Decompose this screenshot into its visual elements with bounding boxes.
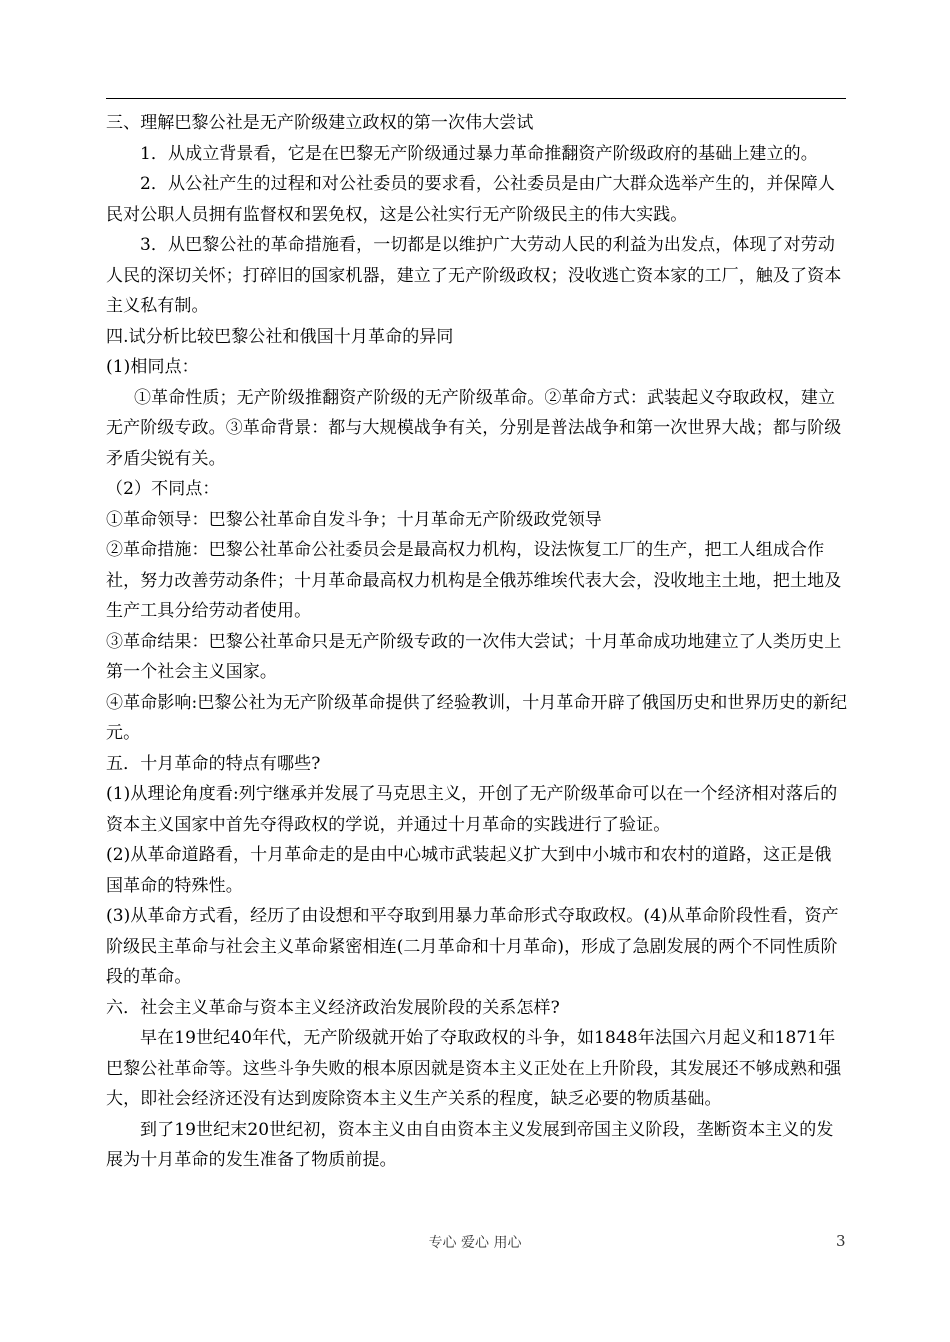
subheading: （2）不同点： <box>106 479 220 499</box>
section-heading-3: 三、理解巴黎公社是无产阶级建立政权的第一次伟大尝试 <box>106 113 534 133</box>
paragraph: 2．从公社产生的过程和对公社委员的要求看，公社委员是由广大群众选举产生的，并保障人民对公职人员拥有监督权和罢免权，这是公社实行无产阶级民主的伟大实践。 <box>106 174 835 225</box>
paragraph: 1．从成立背景看，它是在巴黎无产阶级通过暴力革命推翻资产阶级政府的基础上建立的。 <box>140 143 818 164</box>
page-number: 3 <box>836 1232 846 1250</box>
paragraph: 早在19世纪40年代，无产阶级就开始了夺取政权的斗争，如1848年法国六月起义和1871年巴黎公社革命等。这些斗争失败的根本原因就是资本主义正处在上升阶段，其发展还不够成熟和强大，即社会经济还没有达到废除资本主义生产关系的程度，缺乏必要的物质基础。 <box>106 1028 842 1109</box>
section-heading-6: 六．社会主义革命与资本主义经济政治发展阶段的关系怎样? <box>106 997 560 1018</box>
list-item: (3)从革命方式看，经历了由设想和平夺取到用暴力革命形式夺取政权。(4)从革命阶段性看，资产阶级民主革命与社会主义革命紧密相连(二月革命和十月革命)，形成了急剧发展的两个不同性质阶段的革命。 <box>106 906 839 987</box>
header-rule <box>106 98 846 99</box>
list-item: (1)从理论角度看:列宁继承并发展了马克思主义，开创了无产阶级革命可以在一个经济相对落后的资本主义国家中首先夺得政权的学说，并通过十月革命的实践进行了验证。 <box>106 784 838 835</box>
paragraph: 3．从巴黎公社的革命措施看，一切都是以维护广大劳动人民的利益为出发点，体现了对劳动人民的深切关怀；打碎旧的国家机器，建立了无产阶级政权；没收逃亡资本家的工厂，触及了资本主义私有制。 <box>106 235 842 316</box>
paragraph: 到了19世纪末20世纪初，资本主义由自由资本主义发展到帝国主义阶段，垄断资本主义的发展为十月革命的发生准备了物质前提。 <box>106 1119 834 1170</box>
list-item: (2)从革命道路看，十月革命走的是由中心城市武装起义扩大到中小城市和农村的道路，这正是俄国革命的特殊性。 <box>106 845 832 896</box>
list-item: ②革命措施：巴黎公社革命公社委员会是最高权力机构，设法恢复工厂的生产，把工人组成合作社，努力改善劳动条件；十月革命最高权力机构是全俄苏维埃代表大会，没收地主土地，把土地及生产工具分给劳动者使用。 <box>106 540 842 621</box>
subheading: (1)相同点： <box>106 357 199 377</box>
section-heading-5: 五．十月革命的特点有哪些? <box>106 753 321 774</box>
list-item: ①革命领导：巴黎公社革命自发斗争；十月革命无产阶级政党领导 <box>106 509 602 530</box>
list-item: ③革命结果：巴黎公社革命只是无产阶级专政的一次伟大尝试；十月革命成功地建立了人类历史上第一个社会主义国家。 <box>106 631 842 682</box>
footer-text: 专心 爱心 用心 <box>428 1235 522 1251</box>
document-body <box>106 108 848 1176</box>
paragraph: ①革命性质；无产阶级推翻资产阶级的无产阶级革命。②革命方式：武装起义夺取政权，建立无产阶级专政。③革命背景：都与大规模战争有关，分别是普法战争和第一次世界大战；都与阶级矛盾尖锐有关。 <box>106 387 842 469</box>
list-item: ④革命影响:巴黎公社为无产阶级革命提供了经验教训，十月革命开辟了俄国历史和世界历史的新纪元。 <box>106 692 848 743</box>
section-heading-4: 四.试分析比较巴黎公社和俄国十月革命的异同 <box>106 326 454 347</box>
